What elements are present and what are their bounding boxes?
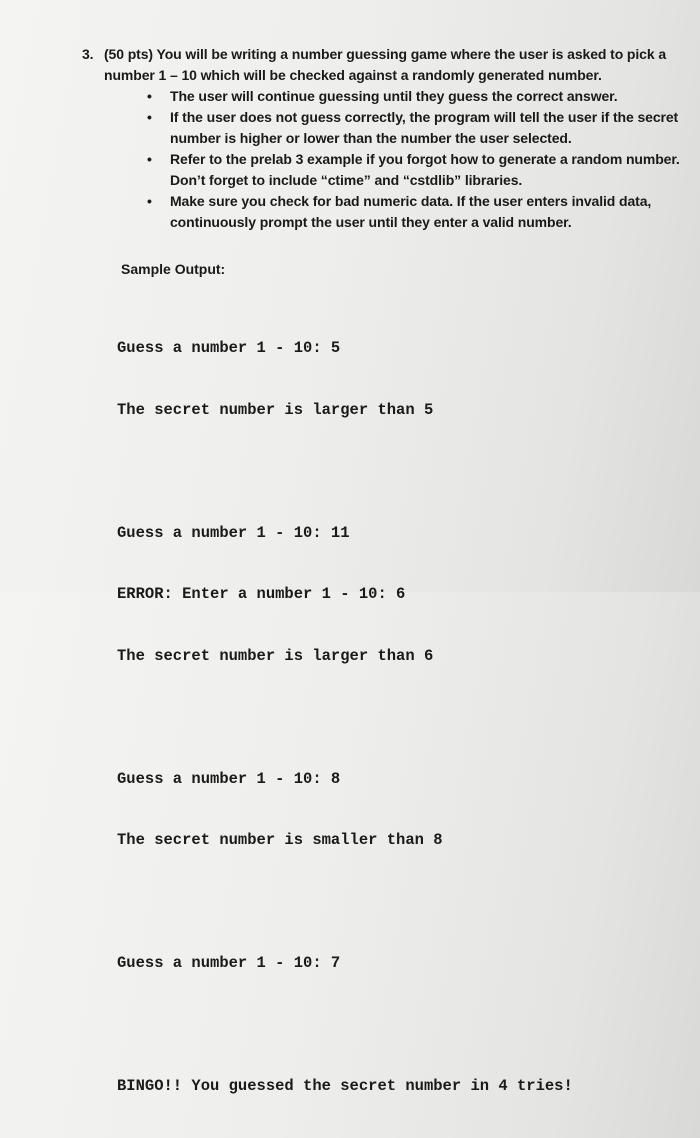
sample-output-heading: Sample Output: — [121, 261, 226, 277]
output-line: The secret number is smaller than 8 — [117, 831, 443, 849]
list-item-text: Make sure you check for bad numeric data. If the user enters invalid data, continuously prompt the user until they enter a valid number. — [170, 193, 652, 230]
sample-output-block — [117, 297, 573, 1138]
requirements-list — [145, 86, 690, 233]
output-line: The secret number is larger than 5 — [117, 400, 434, 419]
question-number: 3. — [82, 46, 94, 62]
list-item — [145, 107, 690, 149]
output-line: ERROR: Enter a number 1 - 10: 6 — [117, 585, 406, 603]
output-line: Guess a number 1 - 10: 5 — [117, 339, 341, 357]
list-item — [145, 149, 690, 191]
output-line: BINGO!! You guessed the secret number in 4 tries! — [117, 1077, 573, 1095]
list-item-text: Refer to the prelab 3 example if you forgot how to generate a random number. Don’t forget to include “ctime” and “cstdlib” libraries. — [170, 151, 680, 188]
output-line: The secret number is larger than 6 — [117, 646, 434, 665]
list-item-text: The user will continue guessing until they guess the correct answer. — [170, 88, 618, 104]
output-spacer — [117, 1015, 573, 1036]
bullet-icon: • — [147, 88, 152, 104]
output-spacer — [117, 892, 573, 913]
output-line: Guess a number 1 - 10: 8 — [117, 769, 341, 788]
list-item-text: If the user does not guess correctly, the program will tell the user if the secret number is higher or lower than the number the user selected. — [170, 109, 679, 146]
bullet-icon: • — [147, 151, 152, 167]
question-block — [82, 44, 682, 86]
output-spacer — [117, 461, 573, 482]
bullet-icon: • — [147, 193, 152, 209]
bullet-icon: • — [147, 109, 152, 125]
list-item — [145, 86, 690, 107]
question-text: (50 pts) You will be writing a number guessing game where the user is asked to pick a number 1 – 10 which will be checked against a randomly generated number. — [104, 46, 667, 83]
output-line: Guess a number 1 - 10: 7 — [117, 954, 341, 972]
list-item — [145, 191, 690, 233]
output-spacer — [117, 707, 573, 728]
output-line: Guess a number 1 - 10: 11 — [117, 523, 350, 542]
